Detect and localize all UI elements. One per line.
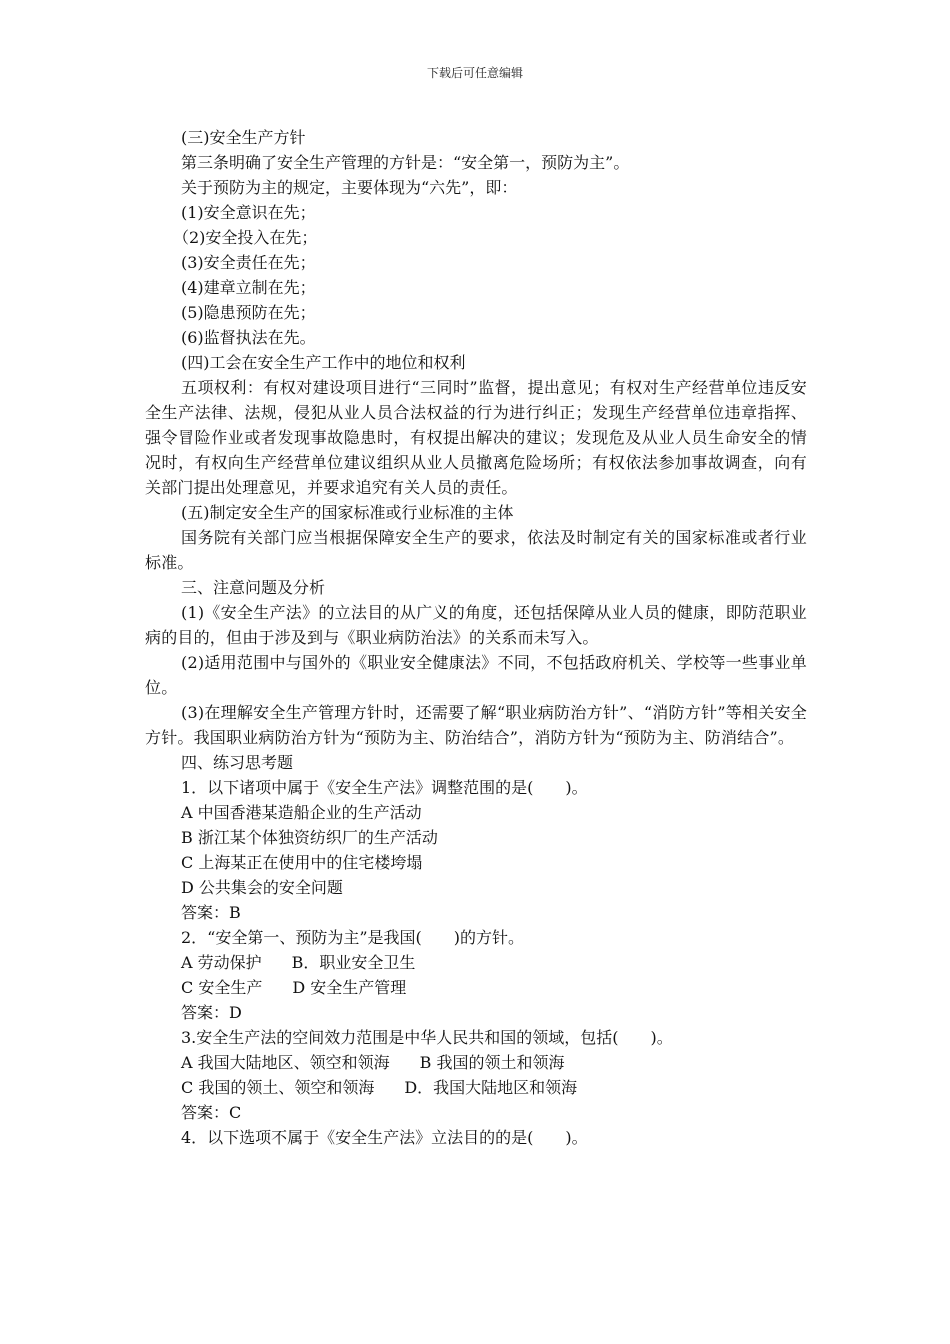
list-item: (1)安全意识在先； (181, 203, 316, 222)
answer: 答案：B (181, 903, 241, 922)
answer-option: A 劳动保护 (181, 953, 262, 972)
answer-option-row (145, 950, 807, 975)
answer-option: C 我国的领土、领空和领海 (181, 1078, 375, 1097)
answer-option: D 公共集会的安全问题 (181, 878, 343, 897)
paragraph: (3)在理解安全生产管理方针时，还需要了解“职业病防治方针”、“消防方针”等相关安全方针。我国职业病防治方针为“预防为主、防治结合”，消防方针为“预防为主、防消结合”。 (145, 703, 807, 747)
answer-option: B．职业安全卫生 (291, 953, 416, 972)
question: 3.安全生产法的空间效力范围是中华人民共和国的领域，包括( )。 (181, 1028, 673, 1047)
paragraph: (2)适用范围中与国外的《职业安全健康法》不同，不包括政府机关、学校等一些事业单位。 (145, 653, 807, 697)
list-item: (6)监督执法在先。 (181, 328, 316, 347)
answer-option: C 安全生产 (181, 978, 263, 997)
paragraph: 关于预防为主的规定，主要体现为“六先”，即： (181, 178, 518, 197)
answer-option: A 我国大陆地区、领空和领海 (181, 1053, 390, 1072)
question: 1．以下诸项中属于《安全生产法》调整范围的是( )。 (181, 778, 588, 797)
answer: 答案：D (181, 1003, 242, 1022)
answer-option-row (145, 975, 807, 1000)
answer: 答案：C (181, 1103, 242, 1122)
section-title: (四)工会在安全生产工作中的地位和权利 (181, 353, 466, 372)
answer-option: A 中国香港某造船企业的生产活动 (181, 803, 422, 822)
section-title: (三)安全生产方针 (181, 128, 306, 147)
paragraph: (1)《安全生产法》的立法目的从广义的角度，还包括保障从业人员的健康，即防范职业病的目的，但由于涉及到与《职业病防治法》的关系而未写入。 (145, 603, 807, 647)
section-title: 三、注意问题及分析 (181, 578, 326, 597)
section-title: 四、练习思考题 (181, 753, 294, 772)
document-body (145, 125, 807, 1150)
question: 2．“安全第一、预防为主”是我国( )的方针。 (181, 928, 525, 947)
answer-option: D 安全生产管理 (292, 978, 407, 997)
list-item: (3)安全责任在先； (181, 253, 316, 272)
answer-option-row (145, 1050, 807, 1075)
question: 4．以下选项不属于《安全生产法》立法目的的是( )。 (181, 1128, 588, 1147)
paragraph: 第三条明确了安全生产管理的方针是：“安全第一，预防为主”。 (181, 153, 630, 172)
paragraph: 国务院有关部门应当根据保障安全生产的要求，依法及时制定有关的国家标准或者行业标准。 (145, 528, 807, 572)
answer-option: B 我国的领土和领海 (419, 1053, 565, 1072)
answer-option-row (145, 1075, 807, 1100)
list-item: （2)安全投入在先； (173, 228, 318, 247)
list-item: (4)建章立制在先； (181, 278, 316, 297)
page-header: 下载后可任意编辑 (426, 66, 523, 80)
answer-option: D．我国大陆地区和领海 (404, 1078, 578, 1097)
list-item: (5)隐患预防在先； (181, 303, 316, 322)
section-title: (五)制定安全生产的国家标准或行业标准的主体 (181, 503, 514, 522)
answer-option: B 浙江某个体独资纺织厂的生产活动 (181, 828, 438, 847)
paragraph: 五项权利：有权对建设项目进行“三同时”监督，提出意见；有权对生产经营单位违反安全生产法律、法规，侵犯从业人员合法权益的行为进行纠正；发现生产经营单位违章指挥、强令冒险作业或者发现事故隐患时，有权提出解决的建议；发现危及从业人员生命安全的情况时，有权向生产经营单位建议组织从业人员撤离危险场所；有权依法参加事故调查，向有关部门提出处理意见，并要求追究有关人员的责任。 (145, 378, 807, 497)
answer-option: C 上海某正在使用中的住宅楼垮塌 (181, 853, 423, 872)
